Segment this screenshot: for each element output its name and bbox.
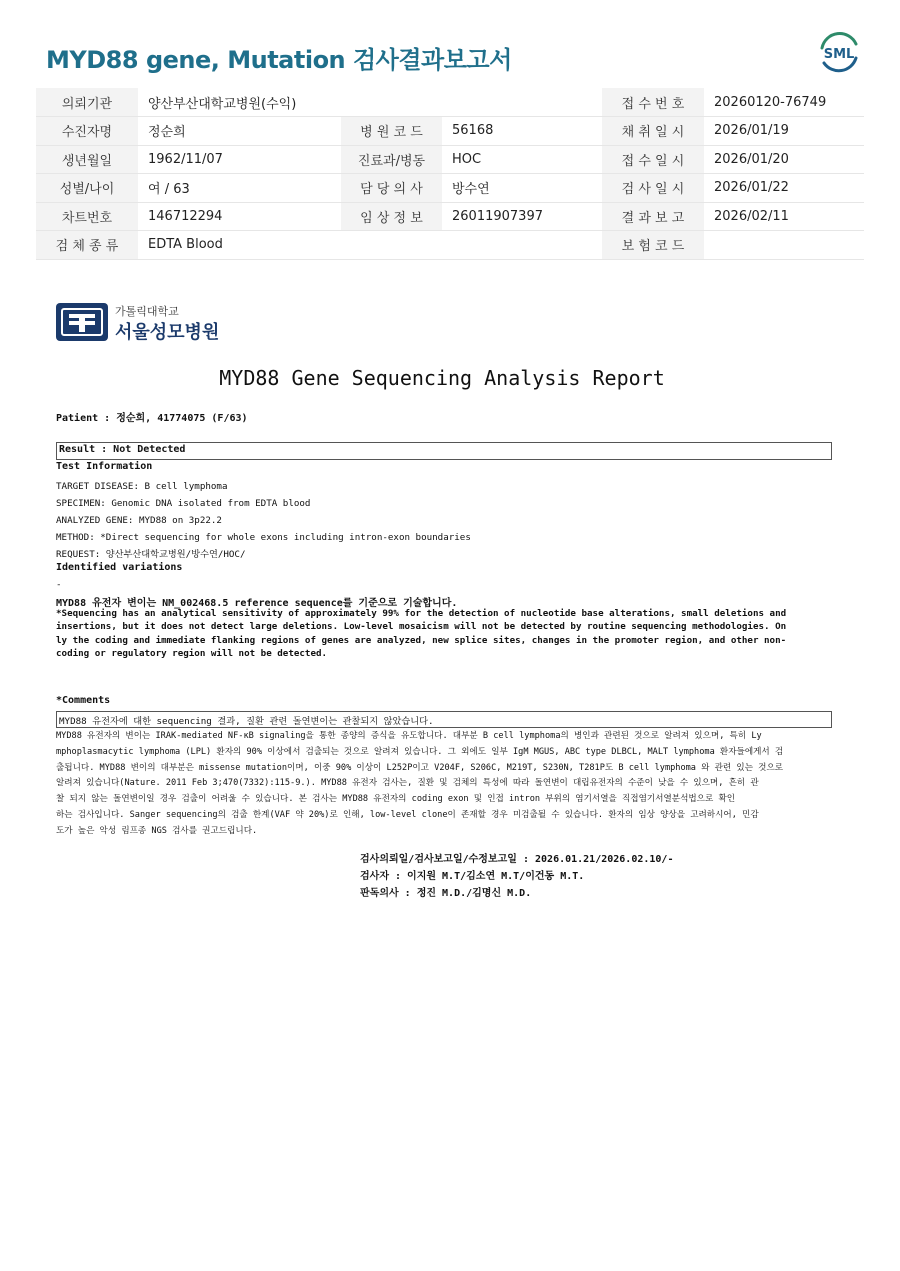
reference-note: MYD88 유전자 변이는 NM_002468.5 reference sequence를 기준으로 기술합니다. (56, 598, 458, 609)
test-info-line: TARGET DISEASE: B cell lymphoma (56, 481, 228, 492)
info-label (341, 88, 442, 117)
comment-box-text: MYD88 유전자에 대한 sequencing 결과, 질환 관련 돌연변이는 관찰되지 않았습니다. (59, 716, 434, 727)
variations-value: - (56, 579, 62, 590)
info-row (36, 88, 864, 117)
info-row (36, 202, 864, 231)
info-label: 검 사 일 시 (602, 174, 704, 203)
comment-line: mphoplasmacytic lymphoma (LPL) 환자의 90% 이상에서 검출되는 것으로 알려져 있습니다. 그 외에도 일부 IgM MGUS, ABC type DLBCL, MALT lymphoma 환자들에게서 검 (56, 746, 784, 757)
report-title: MYD88 Gene Sequencing Analysis Report (219, 366, 665, 390)
info-value: 2026/02/11 (704, 202, 864, 231)
patient-line: Patient : 정순희, 41774075 (F/63) (56, 413, 248, 424)
signature-block (360, 851, 860, 902)
sensitivity-note (56, 607, 838, 660)
info-label: 성별/나이 (36, 174, 138, 203)
info-label: 수진자명 (36, 117, 138, 146)
signature-doctors: 판독의사 : 정진 M.D./김명신 M.D. (360, 888, 532, 899)
info-label: 접 수 번 호 (602, 88, 704, 117)
sensitivity-line: coding or regulatory region will not be detected. (56, 647, 328, 659)
sensitivity-line: *Sequencing has an analytical sensitivity of approximately 99% for the detection of nucleotide base alterations, small deletions and (56, 608, 787, 619)
sml-logo-icon (816, 30, 862, 76)
sensitivity-line: ly the coding and immediate flanking regions of genes are analyzed, new splice sites, changes in the promoter region, and other non- (56, 634, 787, 646)
info-row (36, 117, 864, 146)
hospital-logo-icon (55, 301, 111, 343)
result-text: Result : Not Detected (59, 444, 186, 455)
info-value: 1962/11/07 (138, 145, 341, 174)
info-value (442, 88, 602, 117)
info-value: 146712294 (138, 202, 341, 231)
info-value: 2026/01/19 (704, 117, 864, 146)
test-info-line: REQUEST: 양산부산대학교병원/방수연/HOC/ (56, 549, 246, 560)
info-label: 병 원 코 드 (341, 117, 442, 146)
info-label: 진료과/병동 (341, 145, 442, 174)
info-value: 여 / 63 (138, 174, 341, 203)
info-value: 정순희 (138, 117, 341, 146)
info-label: 보 험 코 드 (602, 231, 704, 260)
info-row (36, 231, 864, 260)
comment-line: MYD88 유전자의 변이는 IRAK-mediated NF-κB signaling을 통한 종양의 증식을 유도합니다. 대부분 B cell lymphoma의 병인과 관련된 것으로 알려져 있으며, 특히 Ly (56, 731, 762, 741)
info-label: 담 당 의 사 (341, 174, 442, 203)
test-info-line: ANALYZED GENE: MYD88 on 3p22.2 (56, 515, 222, 526)
sensitivity-line: insertions, but it does not detect large deletions. Low-level mosaicism will not be detected by routine sequencing methodologies. On (56, 621, 787, 633)
info-label: 접 수 일 시 (602, 145, 704, 174)
info-value: 양산부산대학교병원(수익) (138, 88, 341, 117)
comment-line: 알려져 있습니다(Nature. 2011 Feb 3;470(7332):115-9.). MYD88 유전자 검사는, 질환 및 검체의 특성에 따라 돌연변이 대립유전자의 수준이 낮을 수 있으며, 흔히 관 (56, 778, 759, 789)
report-header-title: MYD88 gene, Mutation 검사결과보고서 (46, 46, 512, 74)
comment-line: 하는 검사입니다. Sanger sequencing의 검출 한계(VAF 약 20%)로 인해, low-level clone이 존재할 경우 미검출될 수 있습니다. 환자의 임상 양상을 고려하시어, 민감 (56, 809, 759, 820)
info-value: 방수연 (442, 174, 602, 203)
info-value: HOC (442, 145, 602, 174)
info-value: 26011907397 (442, 202, 602, 231)
test-info-line: METHOD: *Direct sequencing for whole exons including intron-exon boundaries (56, 532, 471, 543)
info-value (704, 231, 864, 260)
info-row (36, 174, 864, 203)
info-label: 임 상 정 보 (341, 202, 442, 231)
hospital-name: 서울성모병원 (115, 322, 220, 343)
test-info-list (56, 478, 836, 563)
info-value: 2026/01/20 (704, 145, 864, 174)
comment-line: 찰 되지 않는 돌연변이일 경우 검출이 어려울 수 있습니다. 본 검사는 MYD88 유전자의 coding exon 및 인접 intron 부위의 염기서열을 직접염기서열분석법으로 확인 (56, 794, 736, 805)
info-value: 56168 (442, 117, 602, 146)
info-label: 의뢰기관 (36, 88, 138, 117)
info-value: 2026/01/22 (704, 174, 864, 203)
comment-paragraph (56, 729, 838, 840)
comment-line: 출됩니다. MYD88 변이의 대부분은 missense mutation이며, 이중 90% 이상이 L252P이고 V204F, S206C, M219T, S230N, T281P도 B cell lymphoma 와 관련 있는 것으로 (56, 762, 784, 773)
test-info-line: SPECIMEN: Genomic DNA isolated from EDTA blood (56, 498, 311, 509)
comment-line: 도가 높은 악성 림프종 NGS 검사를 권고드립니다. (56, 825, 258, 836)
signature-testers: 검사자 : 이지원 M.T/김소연 M.T/이건동 M.T. (360, 871, 585, 882)
sml-logo-text: SML (823, 47, 855, 62)
variations-heading: Identified variations (56, 562, 183, 573)
info-value: EDTA Blood (138, 231, 341, 260)
comments-heading: *Comments (56, 695, 111, 706)
info-label: 생년월일 (36, 145, 138, 174)
info-value: 20260120-76749 (704, 88, 864, 117)
hospital-subtitle: 가톨릭대학교 (115, 305, 179, 318)
info-label: 검 체 종 류 (36, 231, 138, 260)
info-label: 결 과 보 고 (602, 202, 704, 231)
patient-info-table (36, 88, 864, 260)
info-label: 차트번호 (36, 202, 138, 231)
test-info-heading: Test Information (56, 461, 153, 472)
signature-dates: 검사의뢰일/검사보고일/수정보고일 : 2026.01.21/2026.02.10/- (360, 854, 674, 865)
info-row (36, 145, 864, 174)
info-value (442, 231, 602, 260)
info-label (341, 231, 442, 260)
info-label: 채 취 일 시 (602, 117, 704, 146)
